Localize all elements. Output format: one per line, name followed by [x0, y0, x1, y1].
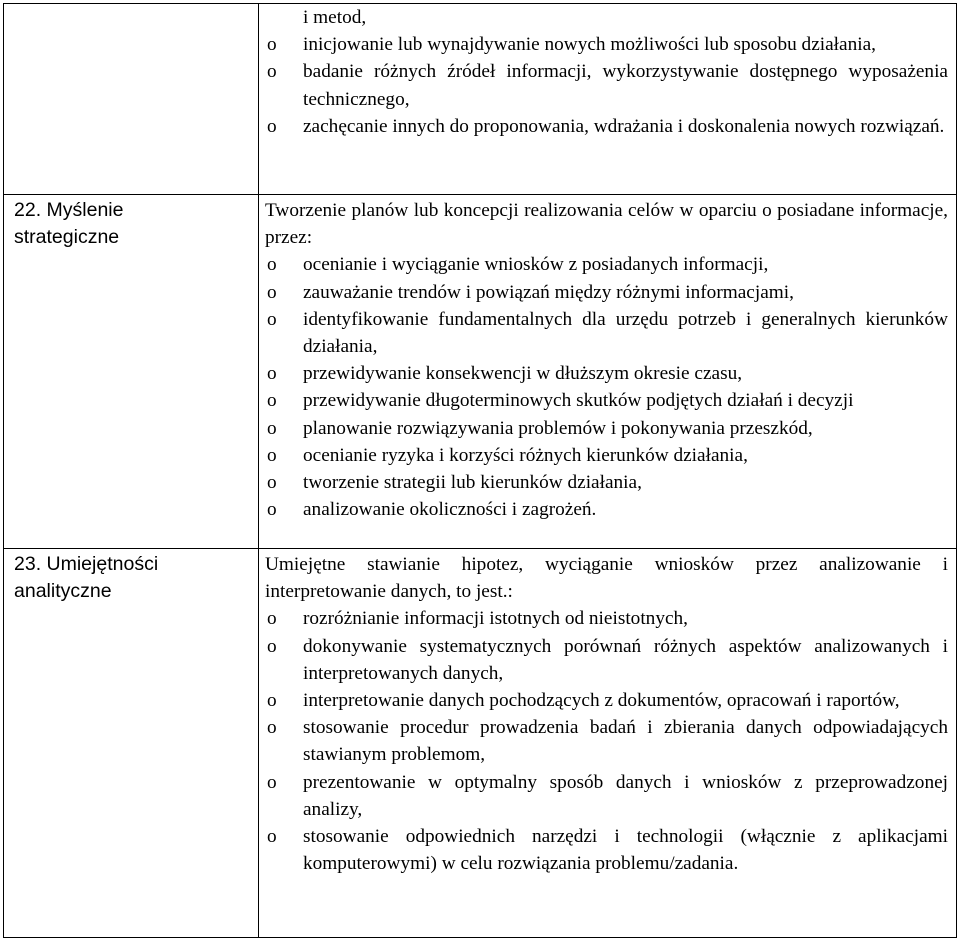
bullet-marker: o	[267, 771, 277, 793]
bullet-marker: o	[267, 444, 277, 466]
competency-name: 22. Myślenie strategiczne	[14, 199, 124, 248]
list-item: o zauważanie trendów i powiązań między różnymi informacjami,	[265, 279, 948, 306]
bullet-marker: o	[267, 254, 277, 276]
list-item: o zachęcanie innych do proponowania, wdrażania i doskonalenia nowych rozwiązań.	[265, 113, 948, 140]
bullet-marker: o	[267, 690, 277, 712]
bullet-marker: o	[267, 61, 277, 83]
competency-name-cell	[4, 195, 259, 549]
list-item: o ocenianie ryzyka i korzyści różnych kierunków działania,	[265, 442, 948, 469]
table-row	[4, 195, 957, 549]
competency-name-cell	[4, 4, 259, 195]
bullet-marker: o	[267, 608, 277, 630]
list-item: o analizowanie okoliczności i zagrożeń.	[265, 496, 948, 523]
table-row	[4, 4, 957, 195]
list-item: o prezentowanie w optymalny sposób danych i wniosków z przeprowadzonej analizy,	[265, 769, 948, 823]
list-item: o rozróżnianie informacji istotnych od nieistotnych,	[265, 605, 948, 632]
bullet-marker: o	[267, 363, 277, 385]
bullet-marker: o	[267, 472, 277, 494]
competency-name-cell	[4, 549, 259, 938]
behavior-list	[265, 251, 948, 523]
competency-intro: Tworzenie planów lub koncepcji realizowania celów w oparciu o posiadane informacje, przez:	[265, 200, 948, 249]
list-item: o przewidywanie długoterminowych skutków podjętych działań i decyzji	[265, 387, 948, 414]
bullet-marker: o	[267, 281, 277, 303]
bullet-marker: o	[267, 499, 277, 521]
competency-intro: Umiejętne stawianie hipotez, wyciąganie wniosków przez analizowanie i interpretowanie danych, to jest.:	[265, 554, 948, 603]
table-row	[4, 549, 957, 938]
competency-description-cell	[259, 195, 957, 549]
competency-description-cell	[259, 4, 957, 195]
list-item: o planowanie rozwiązywania problemów i pokonywania przeszkód,	[265, 415, 948, 442]
list-item: o inicjowanie lub wynajdywanie nowych możliwości lub sposobu działania,	[265, 31, 948, 58]
list-item: o ocenianie i wyciąganie wniosków z posiadanych informacji,	[265, 251, 948, 278]
list-item: o stosowanie odpowiednich narzędzi i technologii (włącznie z aplikacjami komputerowymi) w celu rozwiązania problemu/zadania.	[265, 823, 948, 877]
bullet-marker: o	[267, 417, 277, 439]
competency-description-cell	[259, 549, 957, 938]
list-item: o badanie różnych źródeł informacji, wykorzystywanie dostępnego wyposażenia technicznego,	[265, 58, 948, 112]
bullet-marker: o	[267, 390, 277, 412]
competency-table	[3, 3, 957, 938]
bullet-marker: o	[267, 115, 277, 137]
behavior-list	[265, 31, 948, 140]
bullet-marker: o	[267, 717, 277, 739]
list-item: o przewidywanie konsekwencji w dłuższym okresie czasu,	[265, 360, 948, 387]
list-item: o interpretowanie danych pochodzących z dokumentów, opracowań i raportów,	[265, 687, 948, 714]
bullet-marker: o	[267, 34, 277, 56]
list-item: o identyfikowanie fundamentalnych dla urzędu potrzeb i generalnych kierunków działania,	[265, 306, 948, 360]
bullet-marker: o	[267, 826, 277, 848]
list-item: o stosowanie procedur prowadzenia badań i zbierania danych odpowiadających stawianym problemom,	[265, 714, 948, 768]
continuation-text: i metod,	[303, 7, 367, 28]
bullet-marker: o	[267, 308, 277, 330]
bullet-marker: o	[267, 635, 277, 657]
competency-name: 23. Umiejętności analityczne	[14, 553, 159, 602]
list-item: o dokonywanie systematycznych porównań różnych aspektów analizowanych i interpretowanych danych,	[265, 633, 948, 687]
list-item: o tworzenie strategii lub kierunków działania,	[265, 469, 948, 496]
behavior-list	[265, 605, 948, 877]
